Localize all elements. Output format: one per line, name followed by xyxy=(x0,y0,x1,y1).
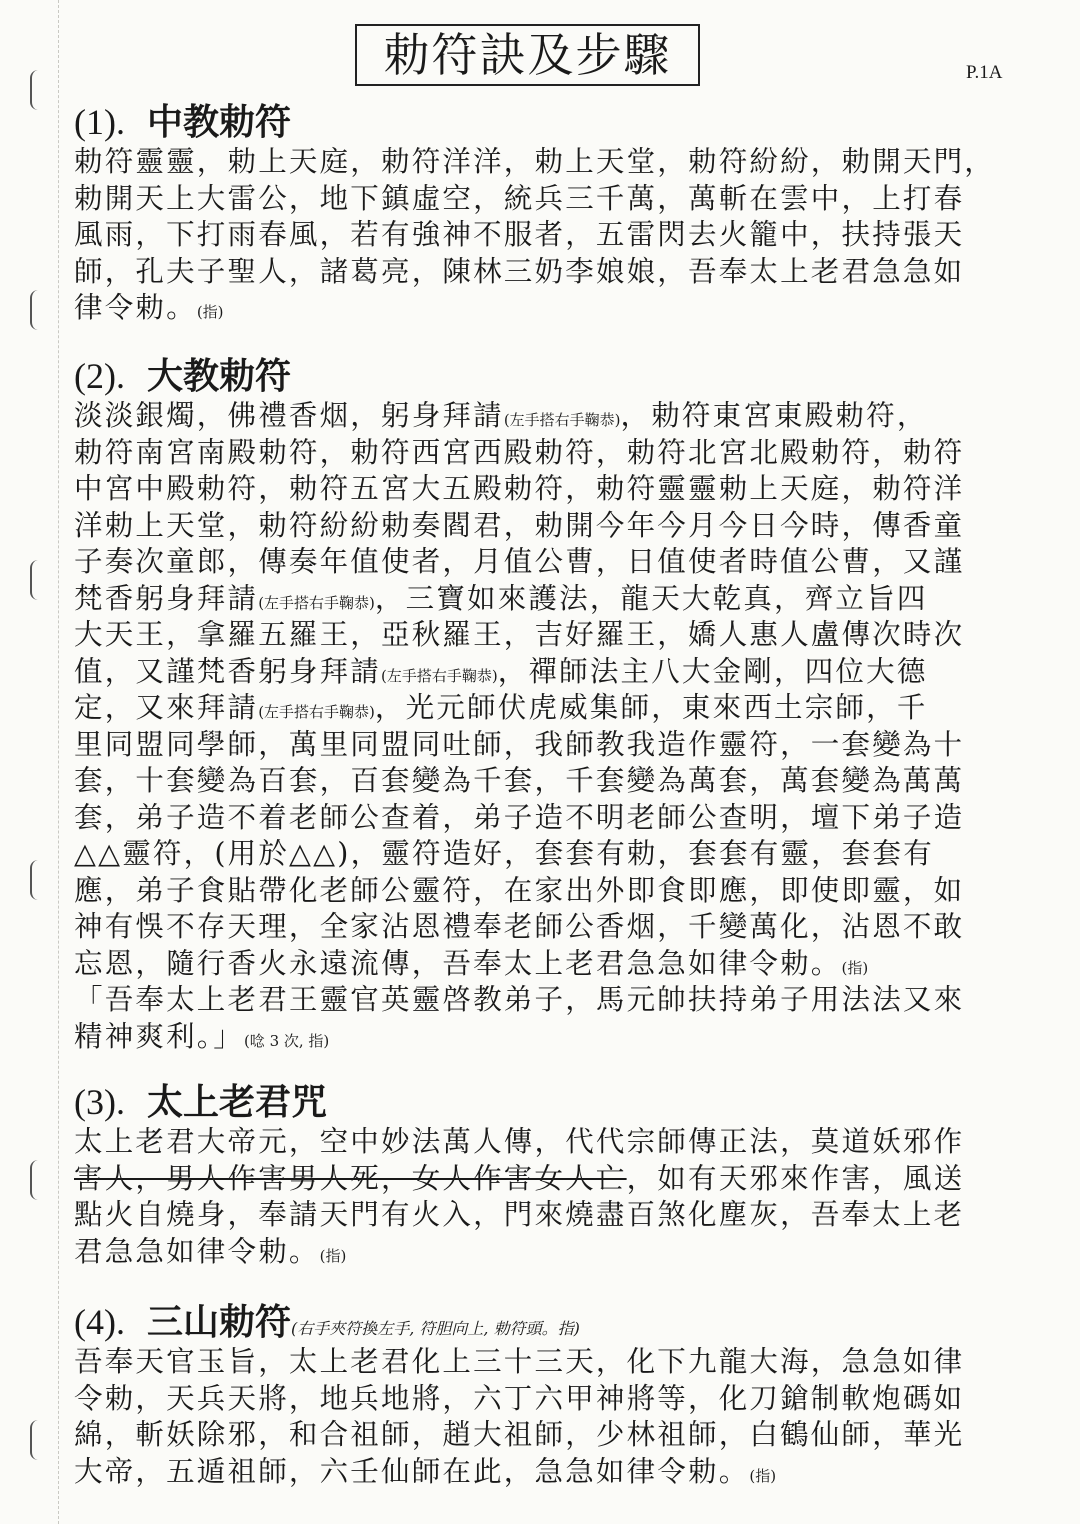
section-title: 三山勅符 xyxy=(146,1301,291,1343)
section-3 xyxy=(74,1080,1014,1270)
text-line: 應，弟子食貼帶化老師公靈符，在家出外即食即應，即使即靈，如 xyxy=(74,873,965,907)
section-body xyxy=(74,398,1014,1055)
binder-hole-mark xyxy=(30,1160,42,1200)
text-line: 淡淡銀燭，佛禮香烟，躬身拜請(左手搭右手鞠恭)，勅符東宮東殿勅符， xyxy=(74,399,928,432)
binder-hole-mark xyxy=(30,70,42,110)
section-heading xyxy=(74,1300,1014,1344)
section-number: (3). xyxy=(74,1082,125,1122)
annotation: (左手搭右手鞠恭) xyxy=(381,666,498,685)
text-line: 綿，斬妖除邪，和合祖師，趙大祖師，少林祖師，白鶴仙師，華光 xyxy=(74,1418,965,1451)
page-number: P.1A xyxy=(966,62,1003,83)
section-heading xyxy=(74,100,1014,144)
text-line: 「吾奉太上老君王靈官英靈啓教弟子，馬元帥扶持弟子用法法又來 xyxy=(74,983,965,1016)
text-line: 勅符靈靈，勅上天庭，勅符洋洋，勅上天堂，勅符紛紛，勅開天門， xyxy=(74,145,996,178)
text-line: 中宮中殿勅符，勅符五宮大五殿勅符，勅符靈靈勅上天庭，勅符洋 xyxy=(74,472,965,505)
section-title: 中教勅符 xyxy=(146,101,291,143)
section-body xyxy=(74,1344,1014,1490)
section-note: (右手夾符換左手, 符胆向上, 勅符頭。指) xyxy=(291,1319,580,1338)
text-line: 害人，男人作害男人死，女人作害女人亡，如有天邪來作害，風送 xyxy=(74,1161,965,1195)
text-line: 定，又來拜請(左手搭右手鞠恭)，光元師伏虎威集師，東來西土宗師，千 xyxy=(74,691,928,724)
annotation: (左手搭右手鞠恭) xyxy=(258,703,375,721)
text-line: 令勅，天兵天將，地兵地將，六丁六甲神將等，化刀鎗制軟炮碼如 xyxy=(74,1381,965,1415)
text-line: 洋勅上天堂，勅符紛紛勅奏閻君，勅開今年今月今日今時，傳香童 xyxy=(74,508,965,542)
text-line: 勅開天上大雷公，地下鎮虛空，統兵三千萬，萬斬在雲中，上打春 xyxy=(74,181,965,215)
annotation: (指) xyxy=(749,1466,777,1485)
text-line: 套，十套變為百套，百套變為千套，千套變為萬套，萬套變為萬萬 xyxy=(74,764,965,797)
text-line: 點火自燒身，奉請天門有火入，門來燒盡百煞化塵灰，吾奉太上老 xyxy=(74,1198,965,1231)
section-2 xyxy=(74,354,1014,1055)
section-number: (4). xyxy=(74,1302,125,1342)
text-line: 值，又謹梵香躬身拜請(左手搭右手鞠恭)，禪師法主八大金剛，四位大德 xyxy=(74,654,928,688)
text-line: 大帝，五遁祖師，六壬仙師在此，急急如律令勅。(指) xyxy=(74,1454,777,1488)
text-line: 大天王，拿羅五羅王，亞秋羅王，吉好羅王，嬌人惠人盧傳次時次 xyxy=(74,618,965,651)
text-line: 勅符南宮南殿勅符，勅符西宮西殿勅符，勅符北宮北殿勅符，勅符 xyxy=(74,435,965,469)
binder-hole-mark xyxy=(30,1420,42,1460)
section-1 xyxy=(74,100,1014,327)
annotation: (左手搭右手鞠恭) xyxy=(258,593,375,612)
text-line: 神有悞不存天理，全家沾恩禮奉老師公香烟，千變萬化，沾恩不敢 xyxy=(74,910,965,943)
section-number: (1). xyxy=(74,102,125,142)
section-title: 大教勅符 xyxy=(146,355,291,397)
binder-hole-mark xyxy=(30,290,42,330)
text-line: 太上老君大帝元，空中妙法萬人傳，代代宗師傳正法，莫道妖邪作 xyxy=(74,1125,965,1158)
section-heading xyxy=(74,1080,1014,1124)
binder-hole-mark xyxy=(30,860,42,900)
text-line: 里同盟同學師，萬里同盟同吐師，我師教我造作靈符，一套變為十 xyxy=(74,727,965,761)
section-4 xyxy=(74,1300,1014,1490)
annotation: (指) xyxy=(196,303,224,321)
text-line: 子奏次童郎，傳奏年值使者，月值公曹，日值使者時值公曹，又謹 xyxy=(74,545,965,578)
text-line: 君急急如律令勅。(指) xyxy=(74,1234,347,1268)
binder-margin xyxy=(0,0,59,1524)
text-line: △△靈符，(用於△△)，靈符造好，套套有勅，套套有靈，套套有 xyxy=(74,837,934,870)
text-line: 風雨，下打雨春風，若有強神不服者，五雷閃去火籠中，扶持張天 xyxy=(74,218,965,251)
annotation: (指) xyxy=(319,1246,347,1265)
text-line: 梵香躬身拜請(左手搭右手鞠恭)，三寶如來護法，龍天大乾真，齊立旨四 xyxy=(74,581,928,615)
section-title: 太上老君咒 xyxy=(146,1081,327,1123)
text-line: 忘恩，隨行香火永遠流傳，吾奉太上老君急急如律令勅。(指) xyxy=(74,946,869,980)
text-line: 吾奉天官玉旨，太上老君化上三十三天，化下九龍大海，急急如律 xyxy=(74,1345,965,1378)
section-body xyxy=(74,1124,1014,1270)
annotation: (唸 3 次, 指) xyxy=(243,1031,330,1050)
annotation: (指) xyxy=(841,958,869,977)
struck-text: 害人，男人作害男人死，女人作害女人亡 xyxy=(74,1161,627,1195)
section-heading xyxy=(74,354,1014,398)
text-line: 精神爽利。」(唸 3 次, 指) xyxy=(74,1019,330,1053)
page-title: 勅符訣及步驟 xyxy=(355,24,700,86)
text-line: 師，孔夫子聖人，諸葛亮，陳林三奶李娘娘，吾奉太上老君急急如 xyxy=(74,254,965,288)
annotation: (左手搭右手鞠恭) xyxy=(503,411,621,429)
text-line: 套，弟子造不着老師公查着，弟子造不明老師公查明，壇下弟子造 xyxy=(74,800,965,834)
text-line: 律令勅。(指) xyxy=(74,291,224,324)
section-number: (2). xyxy=(74,356,125,396)
section-body xyxy=(74,144,1014,327)
binder-hole-mark xyxy=(30,560,42,600)
